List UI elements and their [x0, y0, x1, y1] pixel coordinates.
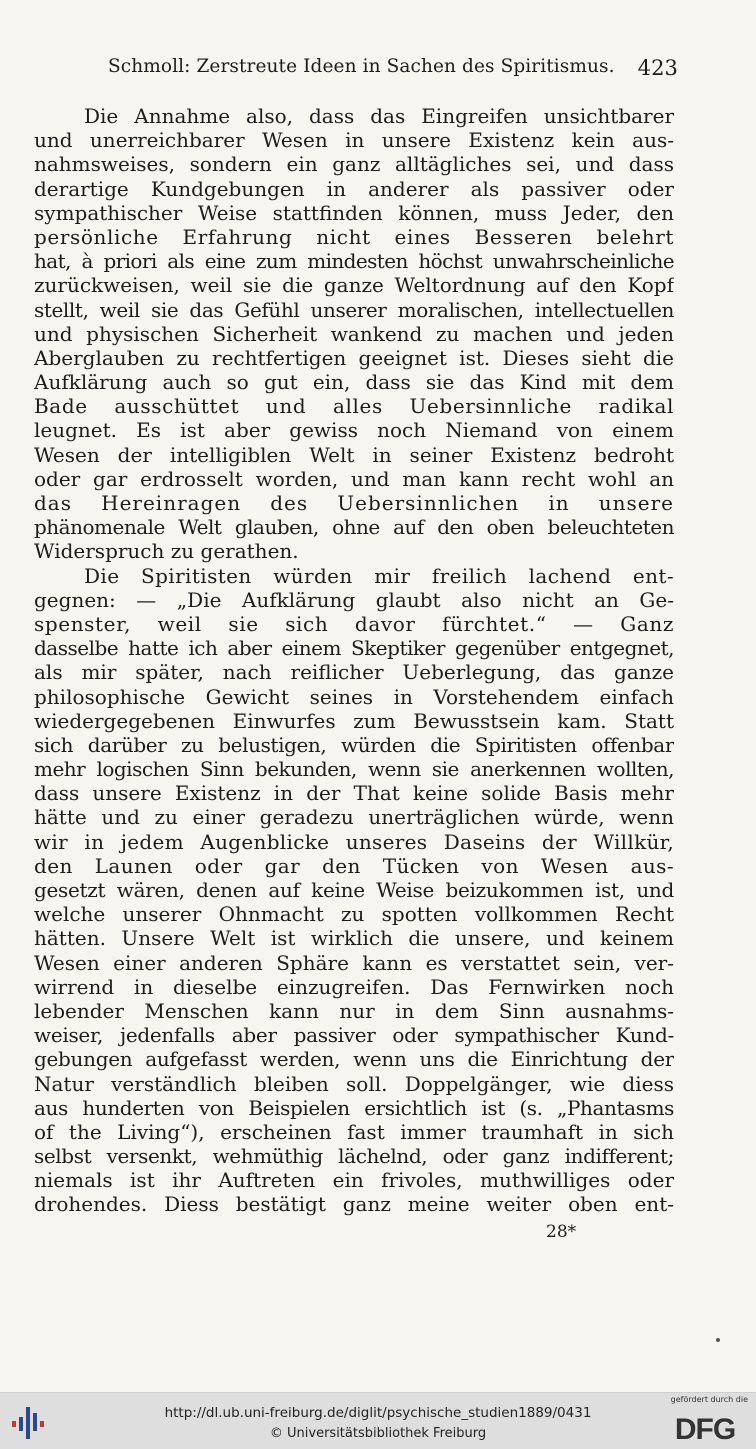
signature-mark: 28* [546, 1222, 577, 1242]
text-line: of the Living“), erscheinen fast immer traumhaft in sich [34, 1119, 674, 1144]
text-line: sympathischer Weise stattfinden können, muss Jeder, den [34, 200, 674, 225]
text-line: dass unsere Existenz in der That keine solide Basis mehr [34, 781, 674, 806]
text-line: sich darüber zu belustigen, würden die Spiritisten offenbar [34, 732, 674, 757]
text-line: Bade ausschüttet und alles Uebersinnliche radikal [34, 394, 674, 419]
text-line: Widerspruch zu gerathen. [34, 539, 299, 564]
text-line: spenster, weil sie sich davor fürchtet.“ — Ganz [34, 611, 674, 636]
text-line: selbst versenkt, wehmüthig lächelnd, oder ganz indifferent; [34, 1144, 674, 1169]
text-line: Natur verständlich bleiben soll. Doppelgänger, wie diess [34, 1071, 674, 1096]
text-line: wir in jedem Augenblicke unseres Daseins der Willkür, [34, 829, 674, 854]
dfg-funding-note: gefördert durch die [670, 1395, 748, 1404]
text-line: phänomenale Welt glauben, ohne auf den oben beleuchteten [34, 515, 674, 540]
text-line: hätte und zu einer geradezu unerträglichen würde, wenn [34, 805, 674, 830]
text-line: gebungen aufgefasst werden, wenn uns die Einrichtung der [34, 1047, 674, 1072]
text-line: und unerreichbarer Wesen in unsere Existenz kein aus- [34, 128, 674, 153]
body-text [34, 104, 674, 1217]
text-line: Wesen der intelligiblen Welt in seiner Existenz bedroht [34, 442, 674, 467]
text-line: zurückweisen, weil sie die ganze Weltordnung auf den Kopf [34, 273, 674, 298]
text-line: und physischen Sicherheit wankend zu machen und jeden [34, 321, 674, 346]
text-line: nahmsweises, sondern ein ganz alltägliches sei, und dass [34, 152, 674, 177]
source-url-link[interactable]: http://dl.ub.uni-freiburg.de/diglit/psychische_studien1889/0431 [164, 1405, 592, 1421]
text-line: aus hunderten von Beispielen ersichtlich ist (s. „Phantasms [34, 1095, 674, 1120]
text-line: gesetzt wären, denen auf keine Weise beizukommen ist, und [34, 878, 674, 902]
dfg-logo-text: DFG [674, 1413, 736, 1445]
speck-mark [716, 1338, 720, 1342]
page-number: 423 [637, 56, 678, 80]
text-line: Aufklärung auch so gut ein, dass sie das Kind mit dem [34, 370, 674, 395]
text-line: philosophische Gewicht seines in Vorstehendem einfach [34, 684, 674, 709]
text-line: stellt, weil sie das Gefühl unserer moralischen, intellectuellen [34, 297, 674, 322]
text-line: hätten. Unsere Welt ist wirklich die unsere, und keinem [34, 926, 674, 951]
text-line: das Hereinragen des Uebersinnlichen in unsere [34, 491, 674, 515]
text-line: wiedergegebenen Einwurfes zum Bewusstsein kam. Statt [34, 708, 674, 733]
dfg-logo-icon [662, 1395, 748, 1445]
text-line: Wesen einer anderen Sphäre kann es verstattet sein, ver- [34, 950, 674, 975]
text-line: weiser, jedenfalls aber passiver oder sympathischer Kund- [34, 1023, 674, 1048]
text-line: wirrend in dieselbe einzugreifen. Das Fernwirken noch [34, 974, 674, 999]
text-line: Aberglauben zu rechtfertigen geeignet ist. Dieses sieht die [34, 345, 674, 370]
text-line: lebender Menschen kann nur in dem Sinn ausnahms- [34, 998, 674, 1023]
text-line: oder gar erdrosselt worden, und man kann recht wohl an [34, 466, 674, 491]
text-line: als mir später, nach reiflicher Ueberlegung, das ganze [34, 660, 674, 685]
text-line: gegnen: — „Die Aufklärung glaubt also nicht an Ge- [34, 587, 674, 612]
text-line: leugnet. Es ist aber gewiss noch Niemand von einem [34, 418, 674, 443]
text-line: dasselbe hatte ich aber einem Skeptiker gegenüber entgegnet, [34, 636, 674, 661]
text-line: Die Annahme also, dass das Eingreifen unsichtbarer [84, 104, 674, 128]
text-line: welche unserer Ohnmacht zu spotten vollkommen Recht [34, 902, 674, 927]
copyright-notice: © Universitätsbibliothek Freiburg [269, 1426, 487, 1441]
text-line: mehr logischen Sinn bekunden, wenn sie anerkennen wollten, [34, 757, 674, 782]
running-header [108, 56, 678, 86]
text-line: drohendes. Diess bestätigt ganz meine weiter oben ent- [34, 1192, 674, 1217]
viewer-footer [0, 1392, 756, 1449]
text-line: hat, à priori als eine zum mindesten höchst unwahrscheinliche [34, 249, 674, 274]
running-title: Schmoll: Zerstreute Ideen in Sachen des Spiritismus. [108, 56, 615, 77]
text-line: den Launen oder gar den Tücken von Wesen aus- [34, 853, 674, 878]
text-line: derartige Kundgebungen in anderer als passiver oder [34, 176, 674, 201]
text-line: persönliche Erfahrung nicht eines Besseren belehrt [34, 224, 674, 249]
text-line: Die Spiritisten würden mir freilich lachend ent- [84, 563, 674, 588]
text-line: niemals ist ihr Auftreten ein frivoles, muthwilliges oder [34, 1168, 674, 1193]
